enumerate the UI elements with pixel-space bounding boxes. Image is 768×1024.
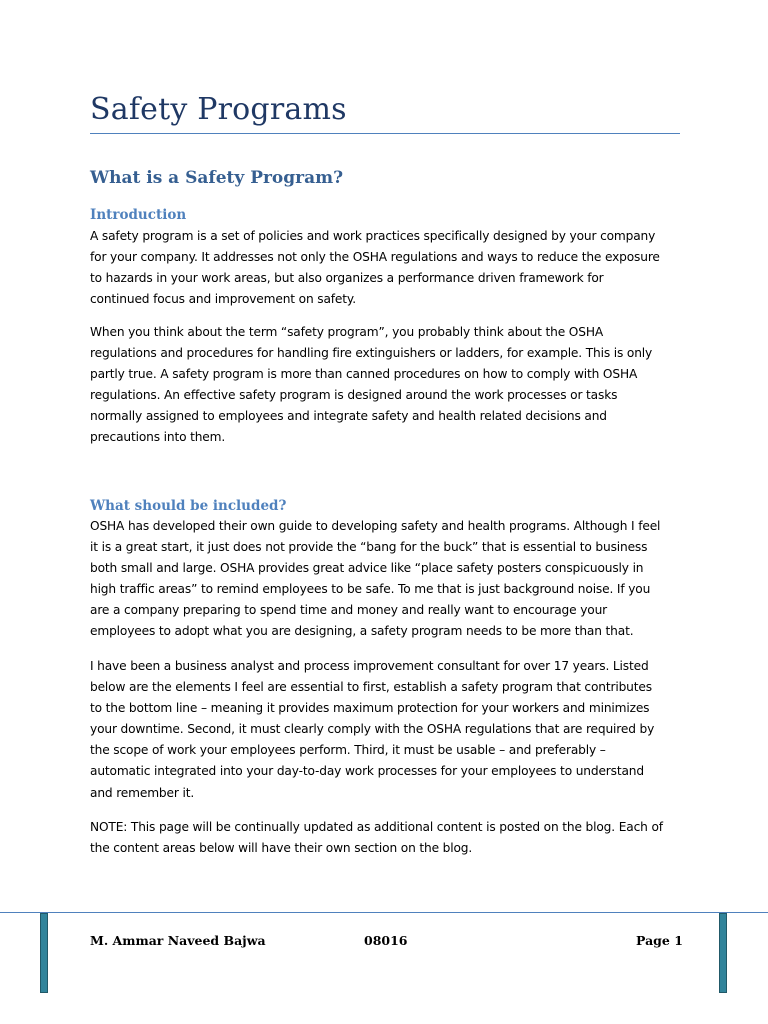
text-line: automatic integrated into your day-to-day work processes for your employees to understand bbox=[90, 764, 644, 779]
included-paragraph-1 bbox=[90, 516, 690, 643]
footer-divider bbox=[0, 912, 768, 913]
text-line: and remember it. bbox=[90, 785, 195, 800]
footer-right-bar bbox=[719, 913, 727, 993]
text-line: NOTE: This page will be continually updated as additional content is posted on the blog. Each of bbox=[90, 820, 663, 834]
footer-author: M. Ammar Naveed Bajwa bbox=[90, 933, 266, 948]
included-paragraph-2 bbox=[90, 656, 690, 804]
page-title: Safety Programs bbox=[90, 92, 347, 127]
text-line: When you think about the term “safety program”, you probably think about the OSHA bbox=[90, 325, 604, 339]
text-line: below are the elements I feel are essential to first, establish a safety program that contributes bbox=[90, 680, 652, 695]
footer-page-number: Page 1 bbox=[636, 933, 683, 948]
text-line: A safety program is a set of policies and work practices specifically designed by your company bbox=[90, 229, 656, 243]
title-divider bbox=[90, 133, 680, 134]
text-line: regulations and procedures for handling fire extinguishers or ladders, for example. This is only bbox=[90, 346, 653, 361]
section-heading: What is a Safety Program? bbox=[90, 168, 344, 188]
intro-paragraph-2 bbox=[90, 322, 690, 449]
text-line: to the bottom line – meaning it provides maximum protection for your workers and minimizes bbox=[90, 701, 650, 716]
footer-code: 08016 bbox=[364, 933, 408, 948]
text-line: high traffic areas” to remind employees to be safe. To me that is just background noise. If you bbox=[90, 582, 651, 597]
note-paragraph bbox=[90, 817, 690, 859]
text-line: to hazards in your work areas, but also organizes a performance driven framework for bbox=[90, 271, 604, 286]
text-line: the scope of work your employees perform. Third, it must be usable – and preferably – bbox=[90, 743, 606, 758]
text-line: precautions into them. bbox=[90, 430, 226, 445]
text-line: are a company preparing to spend time and money and really want to encourage your bbox=[90, 603, 608, 618]
intro-paragraph-1 bbox=[90, 226, 690, 310]
text-line: employees to adopt what you are designing, a safety program needs to be more than that. bbox=[90, 624, 634, 639]
text-line: regulations. An effective safety program is designed around the work processes or tasks bbox=[90, 388, 618, 403]
text-line: your downtime. Second, it must clearly comply with the OSHA regulations that are required by bbox=[90, 722, 655, 737]
text-line: for your company. It addresses not only the OSHA regulations and ways to reduce the exposure bbox=[90, 250, 660, 265]
text-line: it is a great start, it just does not provide the “bang for the buck” that is essential to business bbox=[90, 540, 648, 555]
text-line: the content areas below will have their own section on the blog. bbox=[90, 841, 473, 856]
text-line: OSHA has developed their own guide to developing safety and health programs. Although I feel bbox=[90, 519, 661, 533]
text-line: continued focus and improvement on safety. bbox=[90, 292, 356, 307]
introduction-heading: Introduction bbox=[90, 207, 187, 223]
text-line: I have been a business analyst and process improvement consultant for over 17 years. Listed bbox=[90, 659, 649, 673]
included-heading: What should be included? bbox=[90, 498, 287, 514]
text-line: both small and large. OSHA provides great advice like “place safety posters conspicuously in bbox=[90, 561, 644, 576]
footer-left-bar bbox=[40, 913, 48, 993]
text-line: normally assigned to employees and integrate safety and health related decisions and bbox=[90, 409, 607, 424]
text-line: partly true. A safety program is more than canned procedures on how to comply with OSHA bbox=[90, 367, 638, 382]
